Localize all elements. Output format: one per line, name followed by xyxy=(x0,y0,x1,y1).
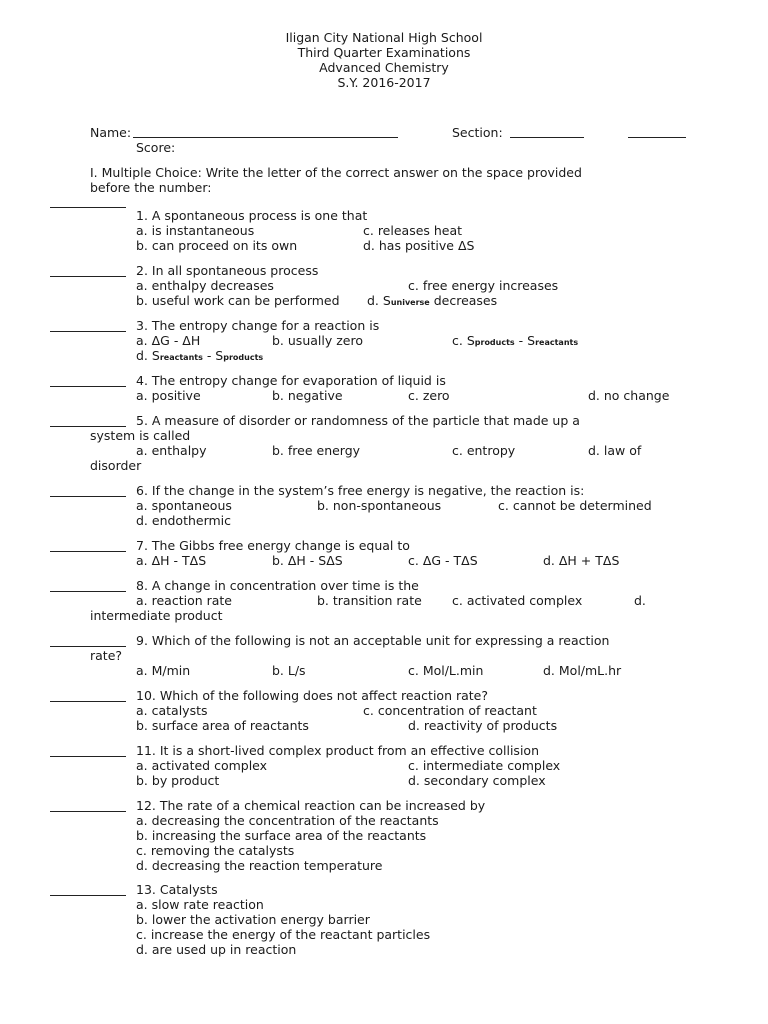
question-12-option-d: d. decreasing the reaction temperature xyxy=(136,858,383,873)
question-13-stem: 13. Catalysts xyxy=(136,882,218,897)
question-11-option-d: d. secondary complex xyxy=(408,773,546,788)
question-6-option-a: a. spontaneous xyxy=(136,498,232,513)
question-5-option-d-continued: disorder xyxy=(90,458,142,473)
answer-blank-11[interactable] xyxy=(50,756,126,757)
question-8-option-a: a. reaction rate xyxy=(136,593,233,608)
question-13-option-b: b. lower the activation energy barrier xyxy=(136,912,370,927)
question-11-option-a: a. activated complex xyxy=(136,758,268,773)
question-5-stem-line-2: system is called xyxy=(90,428,191,443)
question-10-option-b: b. surface area of reactants xyxy=(136,718,309,733)
question-2-option-a: a. enthalpy decreases xyxy=(136,278,274,293)
question-6-option-c: c. cannot be determined xyxy=(498,498,652,513)
question-5-option-b: b. free energy xyxy=(272,443,361,458)
instructions-line-1: I. Multiple Choice: Write the letter of the correct answer on the space provided xyxy=(90,165,582,180)
question-10-stem: 10. Which of the following does not affect reaction rate? xyxy=(136,688,488,703)
question-10-option-a: a. catalysts xyxy=(136,703,208,718)
score-label: Score: xyxy=(136,140,176,155)
exam-header xyxy=(0,30,768,90)
question-7-option-d: d. ΔH + TΔS xyxy=(543,553,620,568)
school-year: S.Y. 2016-2017 xyxy=(337,75,431,90)
question-10-option-c: c. concentration of reactant xyxy=(363,703,537,718)
question-11-option-c: c. intermediate complex xyxy=(408,758,561,773)
question-3-stem: 3. The entropy change for a reaction is xyxy=(136,318,380,333)
question-12-option-c: c. removing the catalysts xyxy=(136,843,295,858)
section-label: Section: xyxy=(452,125,503,140)
answer-blank-6[interactable] xyxy=(50,496,126,497)
answer-blank-5[interactable] xyxy=(50,426,126,427)
question-3-option-d: d. Sreactants - Sproducts xyxy=(136,348,264,363)
answer-blank-3[interactable] xyxy=(50,331,126,332)
instructions-line-2: before the number: xyxy=(90,180,212,195)
question-12-option-a: a. decreasing the concentration of the reactants xyxy=(136,813,439,828)
question-5-option-d: d. law of xyxy=(588,443,642,458)
question-5-option-c: c. entropy xyxy=(452,443,516,458)
answer-blank-9[interactable] xyxy=(50,646,126,647)
question-6-option-d: d. endothermic xyxy=(136,513,232,528)
question-13-option-d: d. are used up in reaction xyxy=(136,942,297,957)
question-9-option-d: d. Mol/mL.hr xyxy=(543,663,622,678)
name-blank[interactable] xyxy=(133,137,398,138)
question-9-option-c: c. Mol/L.min xyxy=(408,663,484,678)
question-12-stem: 12. The rate of a chemical reaction can be increased by xyxy=(136,798,486,813)
question-3-option-a: a. ΔG - ΔH xyxy=(136,333,201,348)
answer-blank-2[interactable] xyxy=(50,276,126,277)
question-2-option-c: c. free energy increases xyxy=(408,278,559,293)
question-4-option-b: b. negative xyxy=(272,388,343,403)
subject-title: Advanced Chemistry xyxy=(319,60,449,75)
question-2-stem: 2. In all spontaneous process xyxy=(136,263,319,278)
question-4-stem: 4. The entropy change for evaporation of liquid is xyxy=(136,373,446,388)
score-blank[interactable] xyxy=(628,137,686,138)
exam-title: Third Quarter Examinations xyxy=(297,45,471,60)
section-blank[interactable] xyxy=(510,137,584,138)
question-7-option-a: a. ΔH - TΔS xyxy=(136,553,207,568)
question-1-option-a: a. is instantaneous xyxy=(136,223,255,238)
question-4-option-c: c. zero xyxy=(408,388,450,403)
name-label: Name: xyxy=(90,125,132,140)
question-1-option-d: d. has positive ΔS xyxy=(363,238,475,253)
question-9-option-a: a. M/min xyxy=(136,663,191,678)
question-8-option-b: b. transition rate xyxy=(317,593,422,608)
question-3-option-b: b. usually zero xyxy=(272,333,363,348)
question-11-stem: 11. It is a short-lived complex product from an effective collision xyxy=(136,743,539,758)
question-8-option-c: c. activated complex xyxy=(452,593,583,608)
question-7-option-b: b. ΔH - SΔS xyxy=(272,553,343,568)
question-2-option-d: d. Suniverse decreases xyxy=(367,293,498,308)
question-7-stem: 7. The Gibbs free energy change is equal to xyxy=(136,538,410,553)
answer-blank-7[interactable] xyxy=(50,551,126,552)
question-7-option-c: c. ΔG - TΔS xyxy=(408,553,478,568)
question-3-option-c: c. Sproducts - Sreactants xyxy=(452,333,579,348)
school-name: Iligan City National High School xyxy=(285,30,483,45)
question-8-option-d: d. xyxy=(634,593,646,608)
question-13-option-a: a. slow rate reaction xyxy=(136,897,264,912)
question-10-option-d: d. reactivity of products xyxy=(408,718,558,733)
question-13-option-c: c. increase the energy of the reactant particles xyxy=(136,927,431,942)
answer-blank-4[interactable] xyxy=(50,386,126,387)
question-1-option-b: b. can proceed on its own xyxy=(136,238,298,253)
question-5-option-a: a. enthalpy xyxy=(136,443,207,458)
question-11-option-b: b. by product xyxy=(136,773,220,788)
question-4-option-a: a. positive xyxy=(136,388,201,403)
question-8-option-d-continued: intermediate product xyxy=(90,608,223,623)
answer-blank-13[interactable] xyxy=(50,895,126,896)
question-12-option-b: b. increasing the surface area of the reactants xyxy=(136,828,427,843)
question-1-option-c: c. releases heat xyxy=(363,223,463,238)
question-9-stem-line-2: rate? xyxy=(90,648,123,663)
answer-blank-10[interactable] xyxy=(50,701,126,702)
question-5-stem-line-1: 5. A measure of disorder or randomness of the particle that made up a xyxy=(136,413,580,428)
question-9-stem-line-1: 9. Which of the following is not an acceptable unit for expressing a reaction xyxy=(136,633,610,648)
question-6-stem: 6. If the change in the system’s free energy is negative, the reaction is: xyxy=(136,483,585,498)
question-2-option-b: b. useful work can be performed xyxy=(136,293,340,308)
answer-blank-12[interactable] xyxy=(50,811,126,812)
answer-blank-8[interactable] xyxy=(50,591,126,592)
question-4-option-d: d. no change xyxy=(588,388,670,403)
question-9-option-b: b. L/s xyxy=(272,663,306,678)
answer-blank-1[interactable] xyxy=(50,207,126,208)
question-6-option-b: b. non-spontaneous xyxy=(317,498,442,513)
question-1-stem: 1. A spontaneous process is one that xyxy=(136,208,368,223)
question-8-stem: 8. A change in concentration over time is the xyxy=(136,578,419,593)
